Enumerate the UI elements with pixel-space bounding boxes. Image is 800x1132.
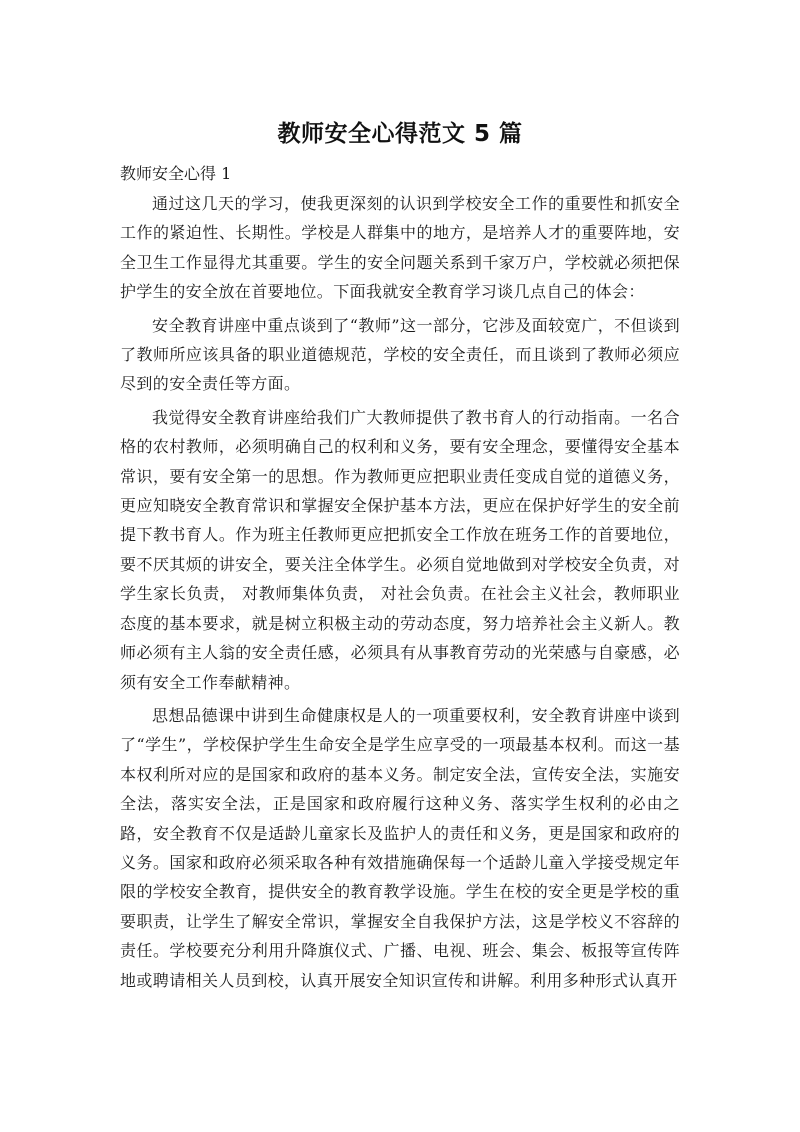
paragraph-3: 我觉得安全教育讲座给我们广大教师提供了教书育人的行动指南。一名合格的农村教师，必须明确自己的权利和义务，要有安全理念，要懂得安全基本常识，要有安全第一的思想。作为教师更应把职业责任变成自觉的道德义务，更应知晓安全教育常识和掌握安全保护基本方法，更应在保护好学生的安全前提下教书育人。作为班主任教师更应把抓安全工作放在班务工作的首要地位，要不厌其烦的讲安全，要关注全体学生。必须自觉地做到对学校安全负责，对学生家长负责， 对教师集体负责， 对社会负责。在社会主义社会，教师职业态度的基本要求，就是树立积极主动的劳动态度，努力培养社会主义新人。教师必须有主人翁的安全责任感，必须具有从事教育劳动的光荣感与自豪感，必须有安全工作奉献精神。 — [120, 407, 680, 692]
document-body — [120, 189, 680, 999]
paragraph-4: 思想品德课中讲到生命健康权是人的一项重要权利，安全教育讲座中谈到了“学生”，学校保护学生生命安全是学生应享受的一项最基本权利。而这一基本权利所对应的是国家和政府的基本义务。制定安全法，宣传安全法，实施安全法，落实安全法，正是国家和政府履行这种义务、落实学生权利的必由之路，安全教育不仅是适龄儿童家长及监护人的责任和义务，更是国家和政府的义务。国家和政府必须采取各种有效措施确保每一个适龄儿童入学接受规定年限的学校安全教育，提供安全的教育教学设施。学生在校的安全更是学校的重要职责，让学生了解安全常识，掌握安全自我保护方法，这是学校义不容辞的责任。学校要充分利用升降旗仪式、广播、电视、班会、集会、板报等宣传阵地或聘请相关人员到校，认真开展安全知识宣传和讲解。利用多种形式认真开 — [120, 705, 680, 990]
paragraph-2: 安全教育讲座中重点谈到了“教师”这一部分，它涉及面较宽广，不但谈到了教师所应该具备的职业道德规范，学校的安全责任，而且谈到了教师必须应尽到的安全责任等方面。 — [120, 315, 680, 394]
paragraph-1: 通过这几天的学习，使我更深刻的认识到学校安全工作的重要性和抓安全工作的紧迫性、长期性。学校是人群集中的地方，是培养人才的重要阵地，安全卫生工作显得尤其重要。学生的安全问题关系到千家万户，学校就必须把保护学生的安全放在首要地位。下面我就安全教育学习谈几点自己的体会： — [120, 194, 680, 302]
section-heading: 教师安全心得 1 — [120, 164, 232, 183]
document-title: 教师安全心得范文 5 篇 — [277, 121, 523, 147]
